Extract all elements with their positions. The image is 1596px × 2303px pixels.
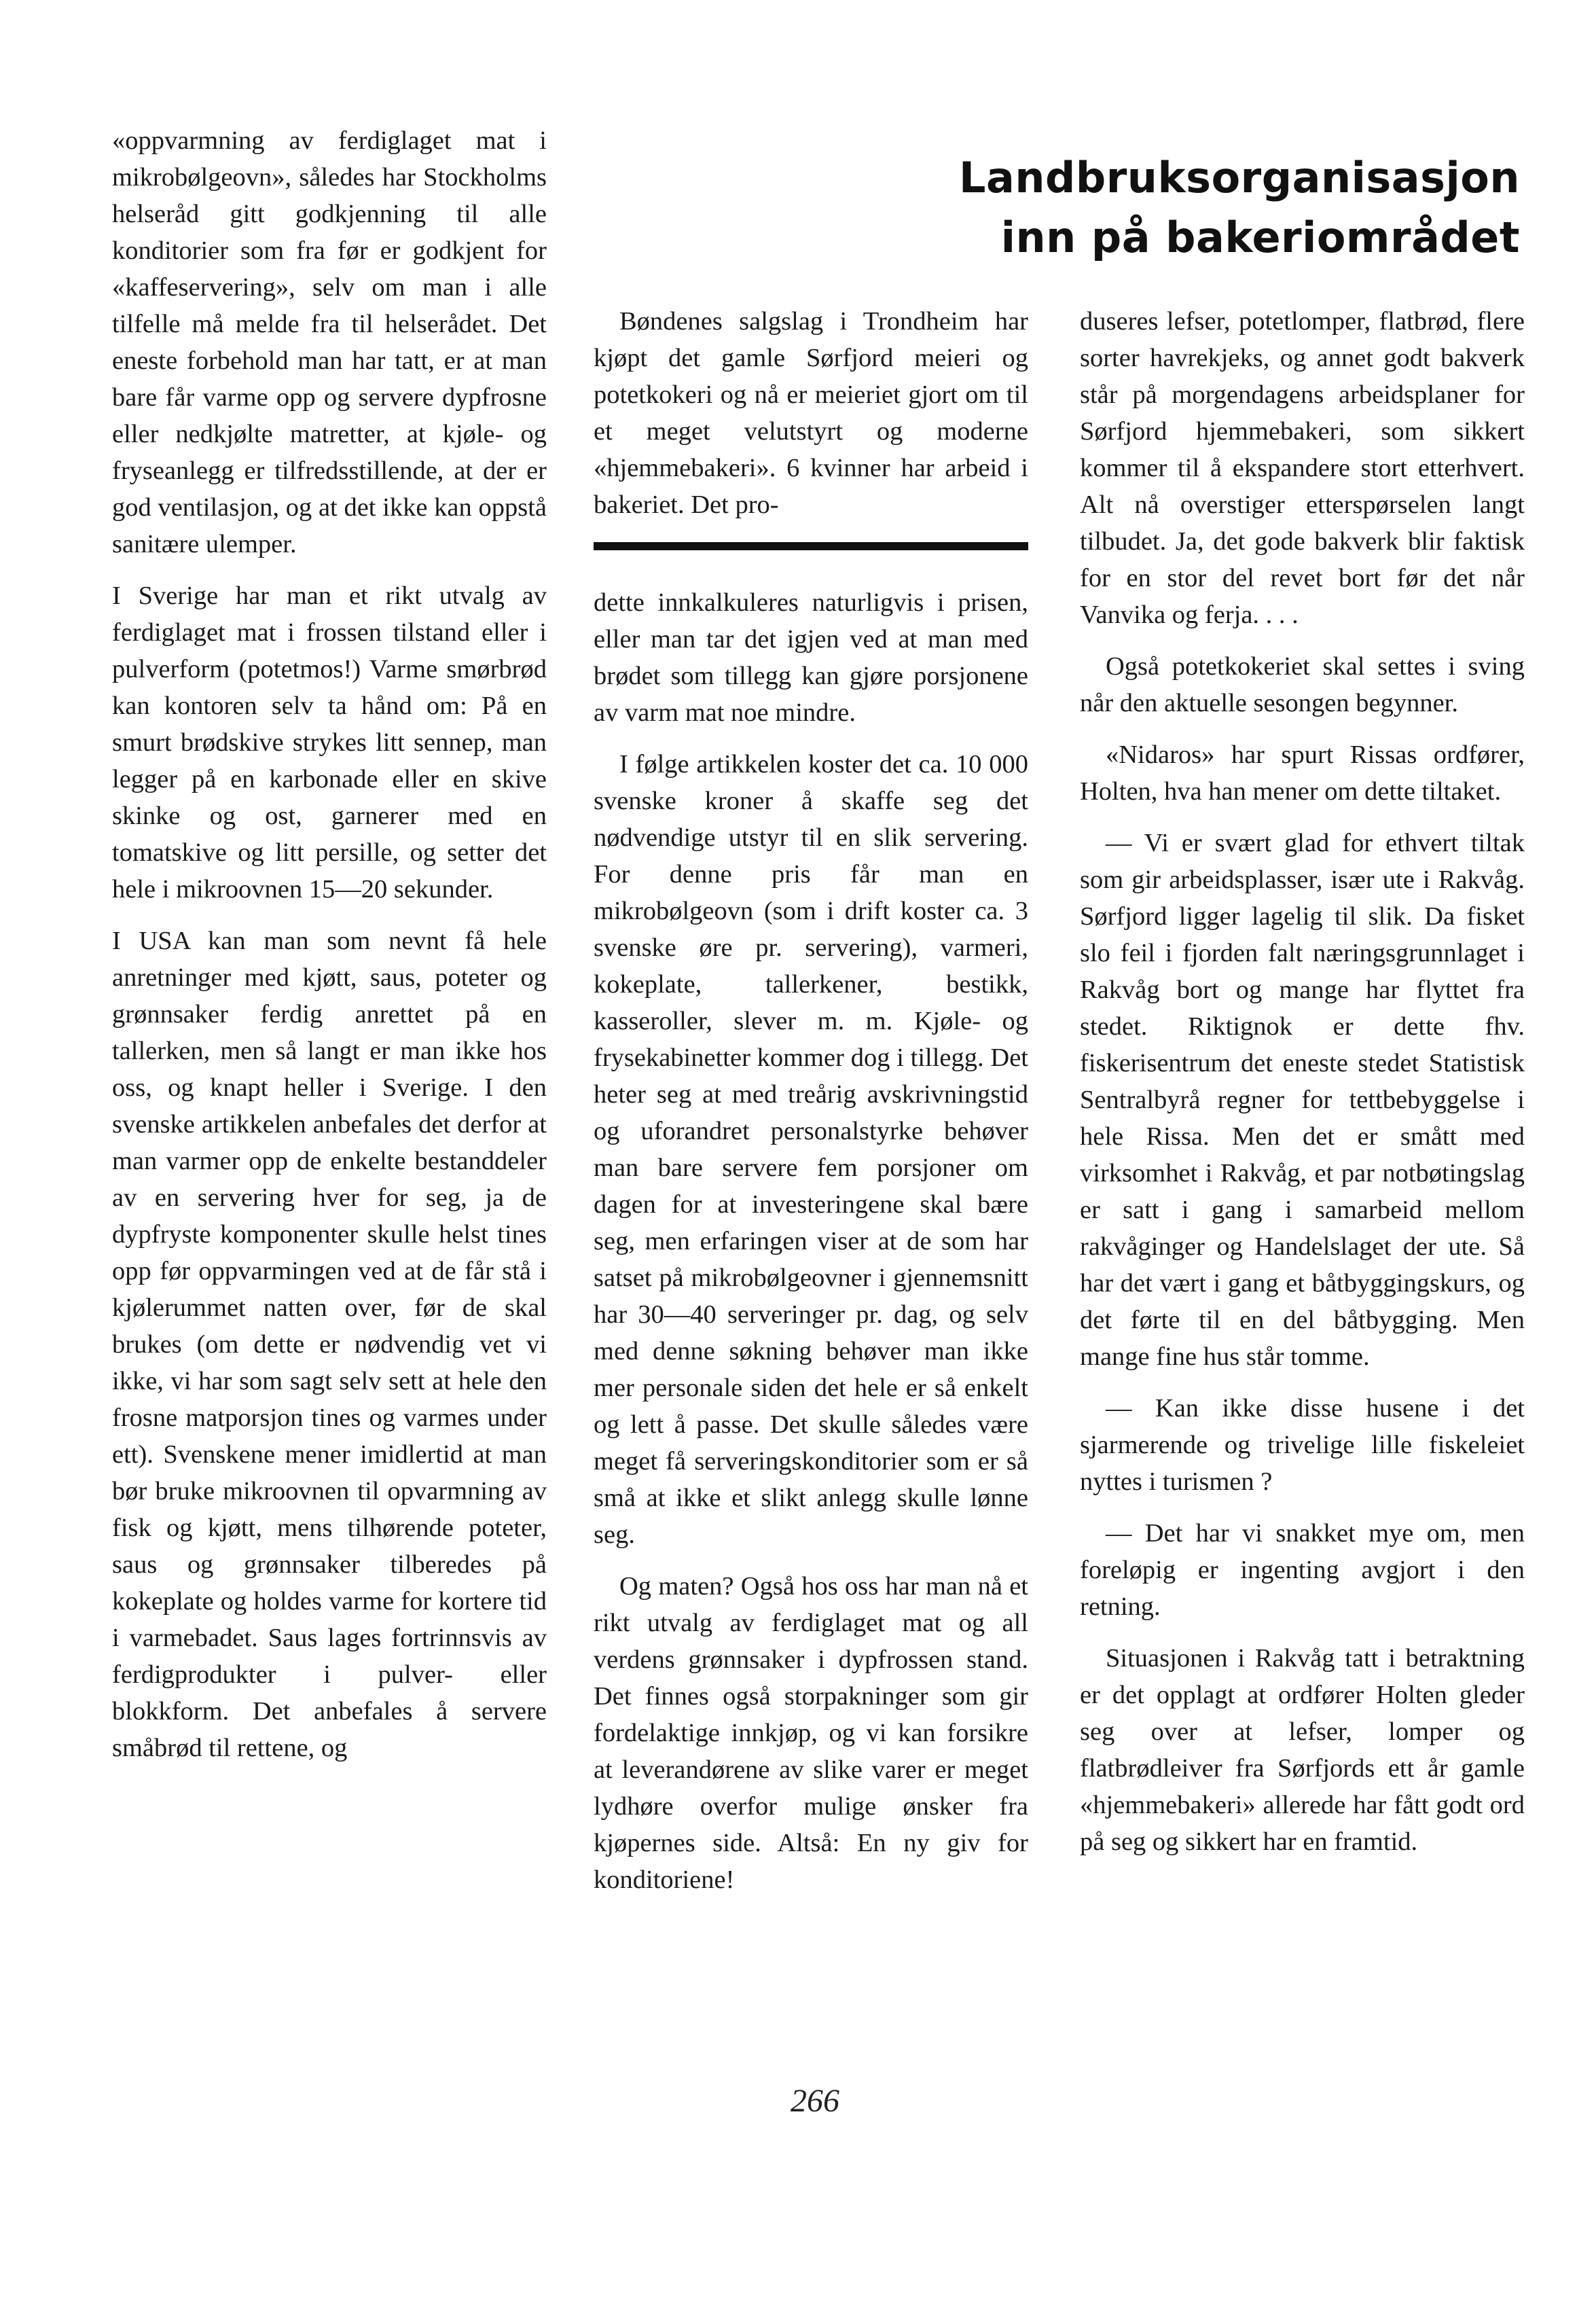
right-paragraph-3: «Nidaros» har spurt Rissas ordfører, Holten, hva han mener om dette tiltaket. (1080, 740, 1525, 806)
left-column (112, 122, 547, 1766)
article-headline (841, 148, 1520, 268)
middle-paragraph-2: I følge artikkelen koster det ca. 10 000 svenske kroner å skaffe seg det nødvendige utstyr til en slik servering. For denne pris får man en mikrobølgeovn (som i drift koster ca. 3 svenske øre pr. servering), varmeri, kokeplate, tallerkener, bestikk, kasseroller, slever m. m. Kjøle- og frysekabinetter kommer dog i tillegg. Det heter seg at med treårig avskrivningstid og uforandret personalstyrke behøver man bare servere fem porsjoner om dagen for at investeringene skal bære seg, men erfaringen viser at de som har satset på mikrobølgeovner i gjennemsnitt har 30—40 serveringer pr. dag, og selv med denne søkning behøver man ikke mer personale siden det hele er så enkelt og lett å passe. Det skulle således være meget få serveringskonditorier som er så små at ikke et slikt anlegg skulle lønne seg. (594, 750, 1028, 1549)
right-paragraph-6: — Det har vi snakket mye om, men foreløpig er ingenting avgjort i den retning. (1080, 1519, 1525, 1621)
middle-column-bottom (594, 584, 1028, 1898)
page-number: 266 (791, 2083, 839, 2119)
left-paragraph-2: I Sverige har man et rikt utvalg av ferdiglaget mat i frossen tilstand eller i pulverform (potetmos!) Varme smørbrød kan kontoren selv ta hånd om: På en smurt brødskive strykes litt sennep, man legger på en karbonade eller en skive skinke og ost, garnerer med en tomatskive og litt persille, og setter det hele i mikroovnen 15—20 sekunder. (112, 582, 547, 904)
article-divider-rule (594, 542, 1028, 550)
middle-paragraph-3: Og maten? Også hos oss har man nå et rikt utvalg av ferdiglaget mat og all verdens grønnsaker i dypfrossen stand. Det finnes også storpakninger som gir fordelaktige innkjøp, og vi kan forsikre at leverandørene av slike varer er meget lydhøre overfor mulige ønsker fra kjøpernes side. Altså: En ny giv for konditoriene! (594, 1572, 1028, 1894)
right-column (1080, 303, 1525, 1860)
left-paragraph-1: «oppvarmning av ferdiglaget mat i mikrobølgeovn», således har Stockholms helseråd gitt godkjenning til alle konditorier som fra før er godkjent for «kaffeservering», selv om man i alle tilfelle må melde fra til helserådet. Det eneste forbehold man har tatt, er at man bare får varme opp og servere dypfrosne eller nedkjølte matretter, at kjøle- og fryseanlegg er tilfredsstillende, at der er god ventilasjon, og at det ikke kan oppstå sanitære ulemper. (112, 126, 547, 558)
middle-column-top (594, 303, 1028, 523)
right-paragraph-5: — Kan ikke disse husene i det sjarmerende og trivelige lille fiskeleiet nyttes i turismen ? (1080, 1394, 1525, 1496)
headline-line-1: Landbruksorganisasjon (958, 153, 1520, 202)
right-paragraph-1: duseres lefser, potetlomper, flatbrød, flere sorter havrekjeks, og annet godt bakverk står på morgendagens arbeidsplaner for Sørfjord hjemmebakeri, som sikkert kommer til å ekspandere stort etterhvert. Alt nå overstiger etterspørselen langt tilbudet. Ja, det gode bakverk blir faktisk for en stor del revet bort før det når Vanvika og ferja. . . . (1080, 307, 1525, 629)
middle-top-paragraph-1: Bøndenes salgslag i Trondheim har kjøpt det gamle Sørfjord meieri og potetkokeri og nå er meieriet gjort om til et meget velutstyrt og moderne «hjemmebakeri». 6 kvinner har arbeid i bakeriet. Det pro- (594, 307, 1028, 519)
middle-paragraph-1: dette innkalkuleres naturligvis i prisen, eller man tar det igjen ved at man med brødet som tillegg kan gjøre porsjonene av varm mat noe mindre. (594, 588, 1028, 727)
right-paragraph-2: Også potetkokeriet skal settes i sving når den aktuelle sesongen begynner. (1080, 652, 1525, 717)
left-paragraph-3: I USA kan man som nevnt få hele anretninger med kjøtt, saus, poteter og grønnsaker ferdig anrettet på en tallerken, men så langt er man ikke hos oss, og knapt heller i Sverige. I den svenske artikkelen anbefales det derfor at man varmer opp de enkelte bestanddeler av en servering hver for seg, ja de dypfryste komponenter skulle helst tines opp før oppvarmingen ved at de får stå i kjølerummet natten over, før de skal brukes (om dette er nødvendig vet vi ikke, vi har som sagt selv sett at hele den frosne matporsjon tines og varmes under ett). Svenskene mener imidlertid at man bør bruke mikroovnen til opvarmning av fisk og kjøtt, mens tilhørende poteter, saus og grønnsaker tilberedes på kokeplate og holdes varme for kortere tid i varmebadet. Saus lages fortrinnsvis av ferdigprodukter i pulver- eller blokkform. Det anbefales å servere småbrød til rettene, og (112, 927, 547, 1762)
right-paragraph-4: — Vi er svært glad for ethvert tiltak som gir arbeidsplasser, især ute i Rakvåg. Sørfjord ligger lagelig til slik. Da fisket slo feil i fjorden falt næringsgrunnlaget i Rakvåg bort og mange har flyttet fra stedet. Riktignok er dette fhv. fiskerisentrum det eneste stedet Statistisk Sentralbyrå regner for tettbebyggelse i hele Rissa. Men det er smått med virksomhet i Rakvåg, et par notbøtingslag er satt i gang i samarbeid mellom rakvåginger og Handelslaget der ute. Så har det vært i gang et båtbyggingskurs, og det førte til en del båtbygging. Men mange fine hus står tomme. (1080, 829, 1525, 1371)
headline-line-2: inn på bakeriområdet (1000, 213, 1520, 262)
right-paragraph-7: Situasjonen i Rakvåg tatt i betraktning er det opplagt at ordfører Holten gleder seg over at lefser, lomper og flatbrødleiver fra Sørfjords ett år gamle «hjemmebakeri» allerede har fått godt ord på seg og sikkert har en framtid. (1080, 1644, 1525, 1856)
